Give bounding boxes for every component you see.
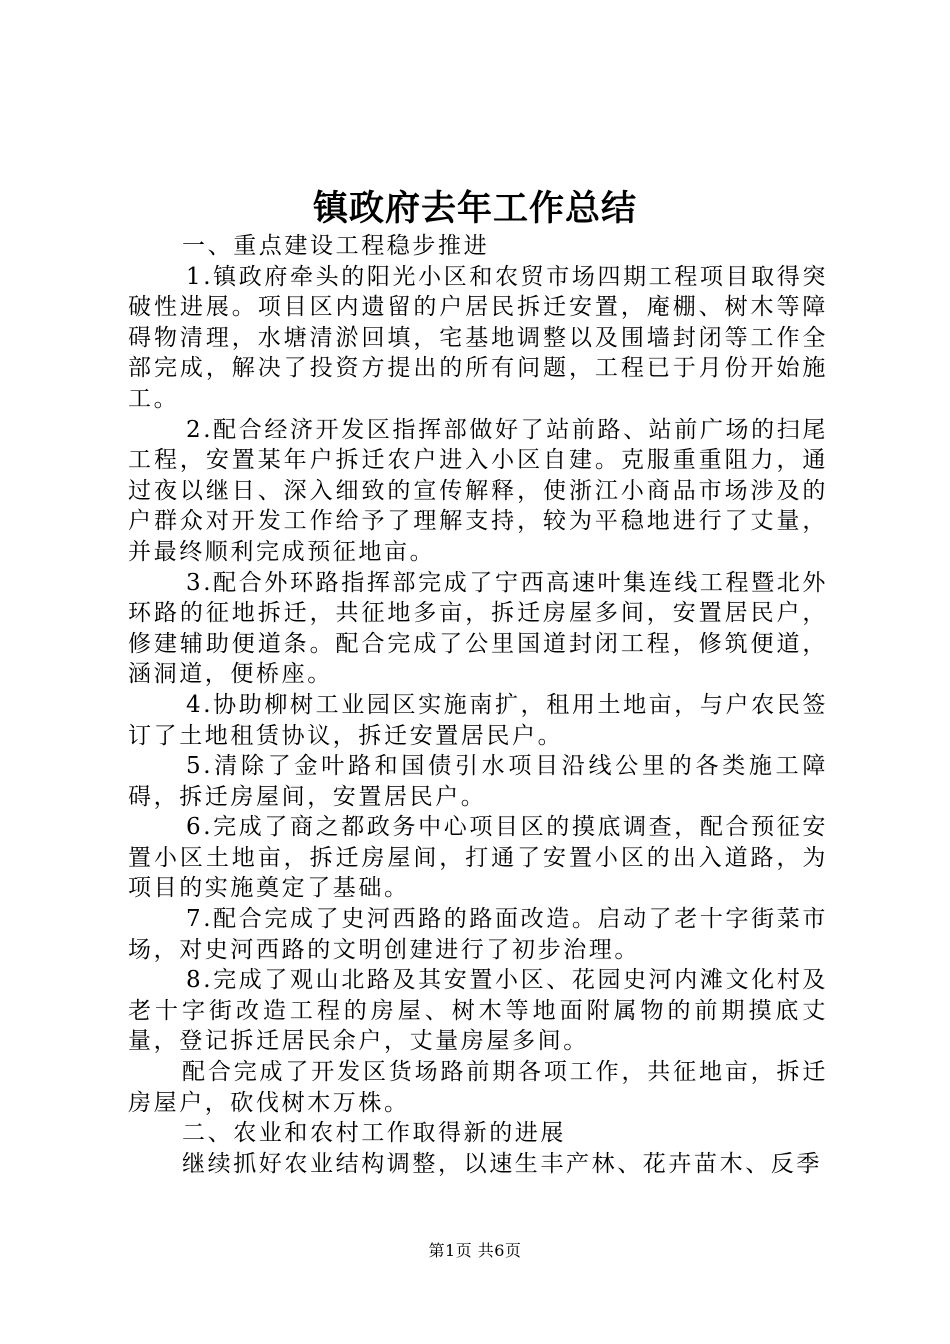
paragraph: 配合完成了开发区货场路前期各项工作，共征地亩，拆迁房屋户，砍伐树木万株。 xyxy=(128,1059,828,1116)
document-body xyxy=(128,231,828,1179)
paragraph: 8.完成了观山北路及其安置小区、花园史河内滩文化村及老十字街改造工程的房屋、树木等地面附属物的前期摸底丈量，登记拆迁居民余户，丈量房屋多间。 xyxy=(128,967,828,1055)
paragraph: 继续抓好农业结构调整，以速生丰产林、花卉苗木、反季 xyxy=(182,1150,822,1177)
paragraph: 4.协助柳树工业园区实施南扩，租用土地亩，与户农民签订了土地租赁协议，拆迁安置居民户。 xyxy=(128,691,828,749)
page-number: 第1页 共6页 xyxy=(428,1241,522,1260)
section-heading: 一、重点建设工程稳步推进 xyxy=(182,233,490,259)
paragraph: 3.配合外环路指挥部完成了宁西高速叶集连线工程暨北外环路的征地拆迁，共征地多亩，拆迁房屋多间，安置居民户，修建辅助便道条。配合完成了公里国道封闭工程，修筑便道，涵洞道，便桥座。 xyxy=(128,569,828,688)
paragraph: 6.完成了商之都政务中心项目区的摸底调查，配合预征安置小区土地亩，拆迁房屋间，打通了安置小区的出入道路，为项目的实施奠定了基础。 xyxy=(128,814,828,902)
paragraph: 5.清除了金叶路和国债引水项目沿线公里的各类施工障碍，拆迁房屋间，安置居民户。 xyxy=(128,753,828,810)
paragraph: 2.配合经济开发区指挥部做好了站前路、站前广场的扫尾工程，安置某年户拆迁农户进入小区自建。克服重重阻力，通过夜以继日、深入细致的宣传解释，使浙江小商品市场涉及的户群众对开发工作给予了理解支持，较为平稳地进行了丈量，并最终顺利完成预征地亩。 xyxy=(128,416,828,565)
section-heading: 二、农业和农村工作取得新的进展 xyxy=(182,1120,566,1147)
document-title: 镇政府去年工作总结 xyxy=(312,188,637,229)
paragraph: 7.配合完成了史河西路的路面改造。启动了老十字街菜市场，对史河西路的文明创建进行了初步治理。 xyxy=(128,906,828,963)
paragraph: 1.镇政府牵头的阳光小区和农贸市场四期工程项目取得突破性进展。项目区内遗留的户居民拆迁安置，庵棚、树木等障碍物清理，水塘清淤回填，宅基地调整以及围墙封闭等工作全部完成，解决了投资方提出的所有问题，工程已于月份开始施工。 xyxy=(128,263,828,412)
